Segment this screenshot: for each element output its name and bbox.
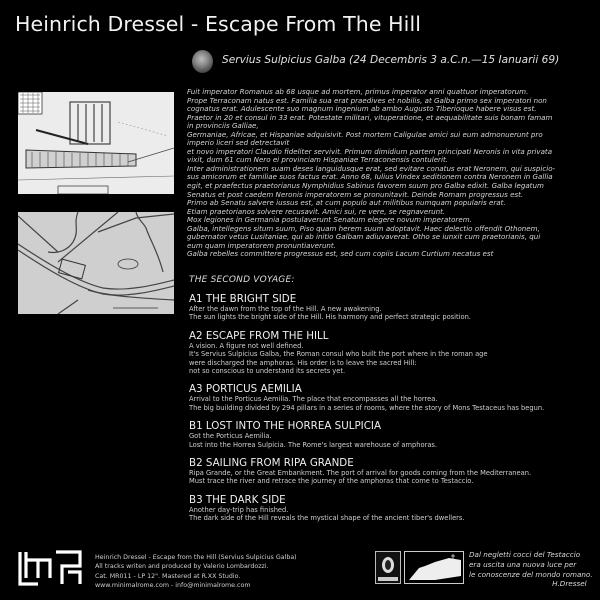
quote-line: le conoscenze del mondo romano. bbox=[469, 569, 593, 579]
latin-line: Germaniae, Africae, et Hispaniae adquisivit. Post mortem Caligulae amici sui eum admonuerunt pro bbox=[187, 129, 543, 139]
track-title: B3 THE DARK SIDE bbox=[189, 493, 286, 506]
testaccio-stamp-icon bbox=[375, 551, 401, 584]
latin-line: et novo imperatori Claudio fideliter servivit. Primum dimidium partem principati Neronis in vita privata bbox=[187, 146, 553, 156]
track-description: Ripa Grande, or the Great Embankment. The port of arrival for goods coming from the Mediterranean. bbox=[189, 469, 532, 478]
credit-line: Cat. MR011 - LP 12". Mastered at R.XX Studio. bbox=[95, 572, 241, 580]
track-title: A2 ESCAPE FROM THE HILL bbox=[189, 329, 329, 342]
latin-line: cognatus erat. Adulescente suo magnum ingenium ab ambo Augusto Tiberioque habere visus est. bbox=[187, 104, 537, 114]
track-description: Got the Porticus Aemilia. bbox=[189, 432, 272, 441]
track-description: not so conscious to understand its secrets yet. bbox=[189, 367, 346, 376]
credit-line: Heinrich Dressel - Escape from the Hill (Servius Sulpicius Galba) bbox=[95, 554, 297, 561]
track-description: The sun lights the bright side of the Hill. His harmony and perfect strategic position. bbox=[189, 313, 471, 322]
track-description: After the dawn from the top of the Hill. A new awakening. bbox=[189, 305, 382, 313]
latin-line: Fuit imperator Romanus ab 68 usque ad mortem, primus imperator anni quattuor imperatorum. bbox=[187, 87, 529, 96]
latin-line: egit, et praefectus praetorianus Nymphidius Sabinus favorem suum pro Galba edixit. Galba legatum bbox=[187, 181, 544, 191]
track-title: A3 PORTICUS AEMILIA bbox=[189, 383, 302, 396]
hill-silhouette-image bbox=[404, 551, 464, 584]
tracklist bbox=[189, 293, 594, 531]
track-description: Arrival to the Porticus Aemilia. The place that encompasses all the horrea. bbox=[189, 395, 438, 404]
quote-line: Dal negletti cocci del Testaccio bbox=[469, 550, 581, 559]
track-a1 bbox=[189, 293, 594, 322]
latin-line: Praetor in 20 et consul in 33 erat. Potestate militari, vituperatione, et aequabilitate suis bonam famam bbox=[187, 112, 553, 122]
album-title: Heinrich Dressel - Escape From The Hill bbox=[15, 12, 422, 36]
latin-line: eum quam imperatorem pronuntiaverunt. bbox=[187, 240, 336, 250]
latin-line: Mox legiones in Germania postulaverunt Senatum elegere novum imperatorem. bbox=[187, 215, 472, 225]
track-description: were discharged the amphoras. His order is to leave the sacred Hill: bbox=[189, 358, 417, 367]
credit-line: www.minimalrome.com - info@minimalrome.com bbox=[95, 581, 251, 589]
coin-caption: Servius Sulpicius Galba (24 Decembris 3 a.C.n.—15 Ianuarii 69) bbox=[222, 54, 560, 66]
latin-line: Primo ab Senatu salvere iussus est, at cum populo aut militibus numquam popularis erat. bbox=[187, 198, 506, 208]
latin-line: Etiam praetorianos solvere recusavit. Amici sui, re vere, se regnaverunt. bbox=[187, 206, 446, 216]
track-description: The dark side of the Hill reveals the mystical shape of the ancient tiber's dwellers. bbox=[189, 514, 465, 523]
plan-drawing-icon bbox=[18, 92, 174, 194]
voyage-heading: THE SECOND VOYAGE: bbox=[189, 275, 295, 285]
map-drawing-icon bbox=[18, 212, 174, 314]
credit-line: All tracks writen and produced by Valerio Lombardozzi. bbox=[95, 563, 269, 571]
roman-coin-icon bbox=[192, 50, 213, 73]
track-description: Lost into the Horrea Sulpicia. The Rome's largest warehouse of amphoras. bbox=[189, 440, 438, 449]
latin-line: Inter administrationem suam deses languidusque erat, sed evitare conatus erat Neronem, qui suspicio- bbox=[187, 163, 556, 173]
latin-line: Galba, intellegens situm suum, Piso quam herem suum adoptavit. Haec delectio offendit Othonem, bbox=[187, 223, 540, 233]
minimal-rome-logo-icon bbox=[18, 550, 82, 586]
stamp-emblem-icon bbox=[376, 552, 400, 583]
porticus-aemilia-plan-image bbox=[18, 92, 174, 194]
track-a3 bbox=[189, 383, 594, 412]
latin-line: Galba rebelles committere progressus est, sed cum copiis Lacum Curtium necatus est bbox=[187, 249, 494, 259]
latin-line: gubernator vetus Lusitaniae, qui ab initio Galbam adiuvaverat. Otho se iunxit cum praetorianis, qui bbox=[187, 232, 541, 242]
testaccio-area-map-image bbox=[18, 212, 174, 314]
track-a2 bbox=[189, 330, 594, 376]
quote-author: H.Dressel bbox=[552, 579, 587, 589]
latin-line: vixit, dum 61 cum Nero ei provinciam Hispaniae Terraconensis contulerit. bbox=[187, 155, 448, 165]
dressel-quote bbox=[469, 550, 593, 589]
track-b2 bbox=[189, 457, 594, 486]
track-description: The big building divided by 294 pillars in a series of rooms, where the story of Mons Testaceus has begun. bbox=[189, 403, 545, 412]
track-description: Must trace the river and retrace the journey of the amphoras that come to Testaccio. bbox=[189, 477, 474, 486]
quote-line: era uscita una nuova luce per bbox=[469, 559, 577, 569]
track-description: Another day-trip has finished. bbox=[189, 505, 289, 514]
track-description: It's Servius Sulpicius Galba, the Roman consul who built the port where in the roman age bbox=[189, 350, 488, 359]
latin-biography-text bbox=[187, 88, 597, 259]
latin-line: in provinciis Galliae, bbox=[187, 121, 259, 131]
track-b1 bbox=[189, 420, 594, 449]
latin-line: Senatus et post caedem Neronis imperatorem se pronunitavit. Deinde Romam progressus est. bbox=[187, 189, 524, 199]
latin-line: sus amicorum et familiae suos factus erat. Anno 68, Iulius Vindex seditionem contra Neronem in Gallia bbox=[187, 172, 553, 182]
track-title: B2 SAILING FROM RIPA GRANDE bbox=[189, 457, 354, 470]
track-title: B1 LOST INTO THE HORREA SULPICIA bbox=[189, 420, 381, 433]
hill-scene-icon bbox=[405, 552, 463, 583]
release-credits bbox=[95, 553, 297, 590]
track-b3 bbox=[189, 494, 594, 523]
track-title: A1 THE BRIGHT SIDE bbox=[189, 293, 297, 305]
latin-line: imperio liceri sed detrectavit bbox=[187, 138, 290, 148]
track-description: A vision. A figure not well defined. bbox=[189, 341, 304, 350]
latin-line: Prope Terraconam natus est. Familia sua erat praedives et nobilis, at Galba primo sex imperatori non bbox=[187, 95, 547, 105]
